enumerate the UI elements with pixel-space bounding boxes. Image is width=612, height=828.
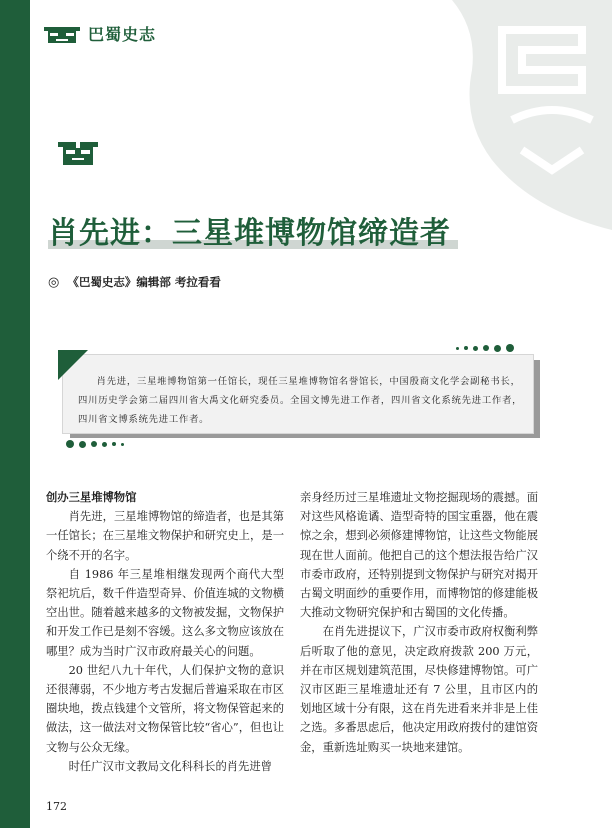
byline-text: 《巴蜀史志》编辑部 考拉看看 (67, 275, 221, 289)
decorative-dots-bottom (66, 440, 124, 448)
bronze-mask-icon (56, 138, 100, 168)
byline (48, 274, 221, 290)
paragraph: 20 世纪八九十年代，人们保护文物的意识还很薄弱，不少地方考古发掘后普遍采取在市区圈块地，拨点钱建个文管所，将文物保管起来的做法，这一做法对文物保管比较“省心”，但也让文物与公众无缘。 (46, 663, 284, 754)
header-logo (42, 22, 156, 45)
decorative-dots-top (456, 344, 514, 352)
page-number: 172 (46, 800, 67, 813)
bronze-mask-logo-icon (42, 23, 82, 45)
paragraph-continuation: 亲身经历过三星堆遗址文物挖掘现场的震撼。面对这些风格诡谲、造型奇特的国宝重器，他在震惊之余，想到必须修建博物馆，让这些文物能展现在世人面前。他把自己的这个想法报告给广汉市委市政府，还特别提到文物保护与研究对揭开古蜀文明面纱的重要作用，而博物馆的修建能极大推动文物研究保护和古蜀国的文化传播。 (300, 491, 538, 620)
intro-text: 肖先进，三星堆博物馆第一任馆长，现任三星堆博物馆名誉馆长，中国殷商文化学会副秘书长，四川历史学会第二届四川省大禹文化研究委员。全国文博先进工作者，四川省文化系统先进工作者，四川省文博系统先进工作者。 (78, 376, 523, 425)
paragraph: 自 1986 年三星堆相继发现两个商代大型祭祀坑后，数千件造型奇异、价值连城的文物横空出世。随着越来越多的文物被发掘，文物保护和开发工作已是刻不容缓。这么多文物应该放在哪里？成为当时广汉市政府最关心的问题。 (46, 567, 284, 658)
article-title: 肖先进：三星堆博物馆缔造者 (48, 216, 451, 251)
paragraph: 时任广汉市文教局文化科科长的肖先进曾 (68, 759, 272, 773)
background-decoration (412, 0, 612, 230)
paragraph: 肖先进，三星堆博物馆的缔造者，也是其第一任馆长；在三星堆文物保护和研究史上，是一个绕不开的名字。 (46, 510, 284, 562)
body-column-right (300, 488, 538, 757)
brand-name: 巴蜀史志 (88, 25, 157, 44)
left-green-bar (0, 0, 30, 828)
body-column-left (46, 488, 284, 776)
section-heading: 创办三星堆博物馆 (46, 490, 137, 504)
byline-mark: ◎ (48, 274, 60, 290)
paragraph: 在肖先进提议下，广汉市委市政府权衡利弊后听取了他的意见，决定政府拨款 200 万元，并在市区规划建筑范围，尽快修建博物馆。可广汉市区距三星堆遗址还有 7 公里，且市区内的划地区域十分有限，这在肖先进看来并非是上佳之选。多番思虑后，他决定用政府拨付的建馆资金，重新选址购买一块地来建馆。 (300, 625, 538, 754)
